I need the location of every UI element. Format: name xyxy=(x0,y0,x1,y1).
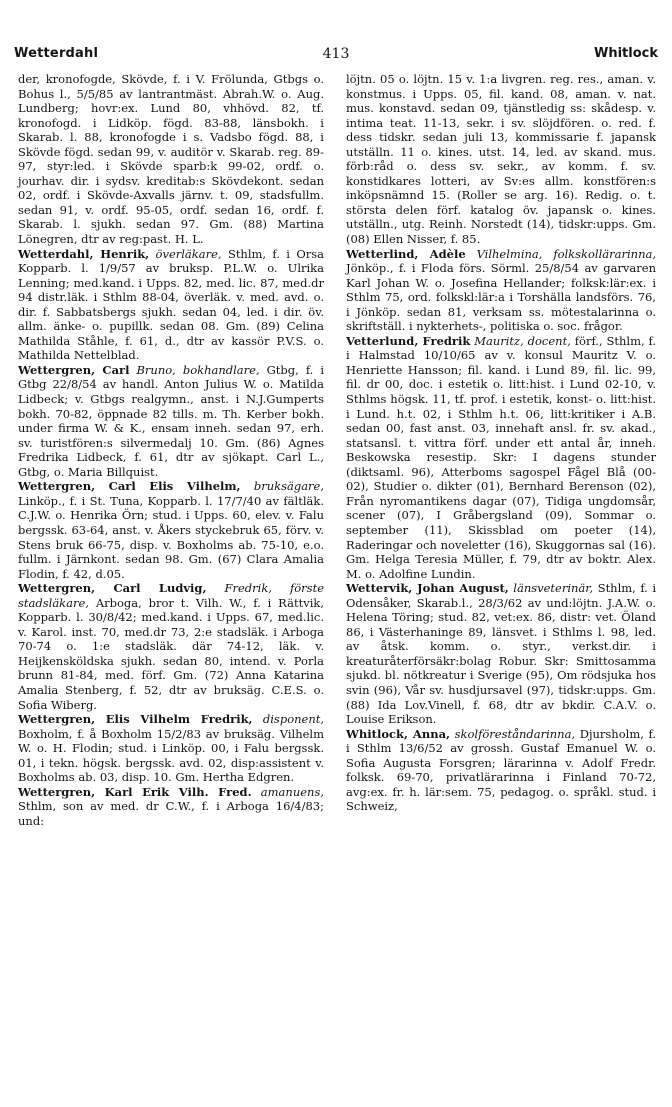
biography-entry xyxy=(346,727,656,814)
biography-entry xyxy=(18,581,324,712)
entry-title: Bruno, bokhandlare, xyxy=(136,362,260,377)
entry-title: Fredrik, förste stadsläkare, xyxy=(18,581,325,610)
entry-name: Wettergren, Elis Vilhelm Fredrik, xyxy=(18,712,253,727)
biography-entry xyxy=(18,479,324,581)
entry-title: disponent, xyxy=(262,712,325,727)
running-head-left: Wetterdahl xyxy=(14,46,99,61)
entry-text: förf., Sthlm, f. i Halmstad 10/10/65 av v. konsul Mauritz V. o. Henriette Hansson; fil. kand. i Lund 89, fil. lic. 99, fil. dr 00, doc. i estetik o. litt:hist. i Lund 02-10, v. Sthlms högsk. 11, tf. prof. i estetik, konst- o. litt:hist. i Lund. h.t. 02, i Sthlm h.t. 06, litt:kritiker i A.B. sedan 00, fast anst. 03, innehaft ansl. fr. sv. akad., statsansl. t. vittra förf. under ett antal år, inneh. Beskowska resestip. Skr: I dagens stunder (diktsaml. 96), Atterboms sagospel Fågel Blå (00-02), Studier o. dikter (01), Bernhard Berenson (02), Från nyromantikens dagar (07), Tidiga ungdomsår, scener (07), I Gråbergsland (09), Sommar o. september (11), Skissblad om poeter (14), Raderingar och noveletter (16), Skuggornas sal (16). Gm. Helga Teresia Müller, f. 79, dtr av boktr. Alex. M. o. Adolfine Lundin. xyxy=(346,333,657,581)
entry-name: Vetterlund, Fredrik xyxy=(346,333,471,348)
entry-text: Arboga, bror t. Vilh. W., f. i Rättvik, Kopparb. l. 30/8/42; med.kand. i Upps. 67, med.lic. v. Karol. inst. 70, med.dr 73, 2:e stadsläk. i Arboga 70-74 o. 1:e stadsläk. där 74-12, läk. v. Heijkensköldska sjukh. sedan 80, intend. v. Porla brunn 81-84, med. förf. Gm. (72) Anna Katarina Amalia Stenberg, f. 52, dtr av bruksäg. C.E.S. o. Sofia Wiberg. xyxy=(18,595,324,712)
entry-name: Wettergren, Karl Erik Vilh. Fred. xyxy=(18,784,252,799)
right-column xyxy=(346,72,656,814)
entry-name: Whitlock, Anna, xyxy=(346,726,451,741)
biography-entry xyxy=(18,247,324,363)
entry-title: Vilhelmina, folkskollärarinna, xyxy=(476,246,656,261)
entry-title: länsveterinär, xyxy=(513,581,594,596)
entry-name: Wetterlind, Adèle xyxy=(346,246,466,261)
entry-name: Wettergren, Carl Ludvig, xyxy=(18,581,207,596)
entry-text: Sthlm, f. i Odensåker, Skarab.l., 28/3/62 av und:löjtn. J.A.W. o. Helena Töring; stud. 82, vet:ex. 86, distr: vet. Öland 86, i Västerhaninge 89, länsvet. i Sthlms l. 98, led. av åtsk. komm. o. styr., verkst.dir. i kreaturåterförsäkr:bolag Robur. Skr: Smittosamma sjukd. bl. nötkreatur i Sverige (95), Om rödsjuka hos svin (96), Vår sv. husdjursavel (97), tidskr:upps. Gm. (88) Ida Lov.Vinell, f. 68, dtr av bkdir. C.A.V. o. Louise Erikson. xyxy=(346,581,657,727)
entry-text: Jönköp., f. i Floda förs. Sörml. 25/8/54 av garvaren Karl Johan W. o. Josefina Hellander; folksk:lär:ex. i Sthlm 75, ord. folkskl:lär:a i Torshälla landsförs. 76, i Jönköp. sedan 81, verksam ss. mötestalarinna o. skriftställ. i nykterhets-, politiska o. soc. frågor. xyxy=(346,261,656,334)
entry-text: Boxholm, f. å Boxholm 15/2/83 av bruksäg. Vilhelm W. o. H. Flodin; stud. i Linköp. 00, i Falu bergssk. 01, i tekn. högsk. bergssk. avd. 02, disp:assistent v. Boxholms ab. 03, disp. 10. Gm. Hertha Edgren. xyxy=(18,726,324,785)
entry-text: der, kronofogde, Skövde, f. i V. Frölunda, Gtbgs o. Bohus l., 5/5/85 av lantrantmäst. Abrah.W. o. Aug. Lundberg; hovr:ex. Lund 80, vhhövd. 82, tf. kronofogd. i Lidköp. fögd. 83-88, länsbokh. i Skarab. l. 88, kronofogde i s. Vadsbo fögd. 88, i Skövde fögd. sedan 99, v. auditör v. Skarab. reg. 89-97, styr:led. i Skövde sparb:k 99-02, ordf. o. jourhav. dir. i sydsv. kreditab:s Skövdekont. sedan 02, ordf. i Skövde-Axvalls järnv. t. 09, stadsfullm. sedan 91, v. ordf. 95-05, ordf. sedan 16, ordf. f. Skarab. l. sjukh. sedan 97. Gm. (88) Martina Lönegren, dtr av reg:past. H. L. xyxy=(18,72,324,247)
entry-title: skolföreståndarinna, xyxy=(454,726,576,741)
entry-text: Sthlm, f. i Orsa Kopparb. l. 1/9/57 av bruksp. P.L.W. o. Ulrika Lenning; med.kand. i Upps. 82, med. lic. 87, med.dr 94 distr.läk. i Sthlm 88-04, överläk. v. med. avd. o. dir. f. Sabbatsbergs sjukh. sedan 04, led. i dir. öv. allm. änke- o. pupillk. sedan 08. Gm. (89) Celina Mathilda Ståhle, f. 61, d., dtr av kassör P.V.S. o. Mathilda Nettelblad. xyxy=(18,246,325,363)
entry-text: Djursholm, f. i Sthlm 13/6/52 av grossh. Gustaf Emanuel W. o. Sofia Augusta Forsgren; lärarinna v. Adolf Fredr. folksk. 69-70, privatlärarinna i Finland 70-72, avg:ex. fr. h. lär:sem. 75, pedagog. o. språkl. stud. i Schweiz, xyxy=(346,726,656,814)
biography-entry xyxy=(18,712,324,785)
entry-continuation xyxy=(18,72,324,247)
entry-name: Wetterdahl, Henrik, xyxy=(18,246,150,261)
entry-text: Linköp., f. i St. Tuna, Kopparb. l. 17/7/40 av fältläk. C.J.W. o. Henrika Örn; stud. i Upps. 60, elev. v. Falu bergssk. 63-64, anst. v. Åkers styckebruk 65, förv. v. Stens bruk 66-75, disp. v. Boxholms ab. 75-10, e.o. fullm. i Järnkont. sedan 98. Gm. (67) Clara Amalia Flodin, f. 42, d.05. xyxy=(18,493,324,581)
entry-title: bruksägare, xyxy=(253,479,325,494)
biography-entry xyxy=(346,334,656,581)
entry-text: Gtbg, f. i Gtbg 22/8/54 av handl. Anton Julius W. o. Matilda Lidbeck; v. Gtbgs realgymn., anst. i N.J.Gumperts bokh. 70-82, öppnade 82 tills. m. Th. Kerber bokh. under firma W. & K., ensam inneh. sedan 97, erh. sv. turistfören:s silvermedalj 10. Gm. (86) Agnes Fredrika Lidbeck, f. 61, dtr av sjökapt. Carl L., Gtbg, o. Maria Billquist. xyxy=(18,362,325,479)
entry-text: Sthlm, son av med. dr C.W., f. i Arboga 16/4/83; und: xyxy=(18,799,324,828)
entry-name: Wettervik, Johan August, xyxy=(346,581,509,596)
entry-continuation xyxy=(346,72,656,247)
entry-title: Mauritz, docent, xyxy=(474,333,571,348)
left-column xyxy=(18,72,324,828)
biography-entry xyxy=(18,785,324,829)
entry-name: Wettergren, Carl Elis Vilhelm, xyxy=(18,479,241,494)
page-number: 413 xyxy=(322,46,350,62)
biography-entry xyxy=(18,363,324,479)
biography-entry xyxy=(346,247,656,334)
page-header xyxy=(14,46,658,66)
running-head-right: Whitlock xyxy=(593,46,658,61)
entry-title: överläkare, xyxy=(155,246,222,261)
entry-title: amanuens, xyxy=(260,784,324,799)
biography-entry xyxy=(346,581,656,726)
entry-text: löjtn. 05 o. löjtn. 15 v. 1:a livgren. reg. res., aman. v. konstmus. i Upps. 05, fil. kand. 08, aman. v. nat. mus. konstavd. sedan 09, tjänstledig ss: skådesp. v. intima teat. 11-13, sekr. i sv. slöjdfören. o. red. f. dess tidskr. sedan juli 13, kommissarie f. japansk utställn. 11 o. kines. utst. 14, led. av skand. mus. förb:råd o. dess sv. sekr., av komm. f. sv. konstidkares lotteri, av Sv:es allm. konstfören:s inköpsnämnd 15. (Roller se arg. 16). Redig. o. t. största delen förf. katalog öv. japansk o. kines. utställn., utg. Reinh. Norstedt (14), tidskr:upps. Gm. (08) Ellen Nisser, f. 85. xyxy=(346,72,656,247)
entry-name: Wettergren, Carl xyxy=(18,362,130,377)
